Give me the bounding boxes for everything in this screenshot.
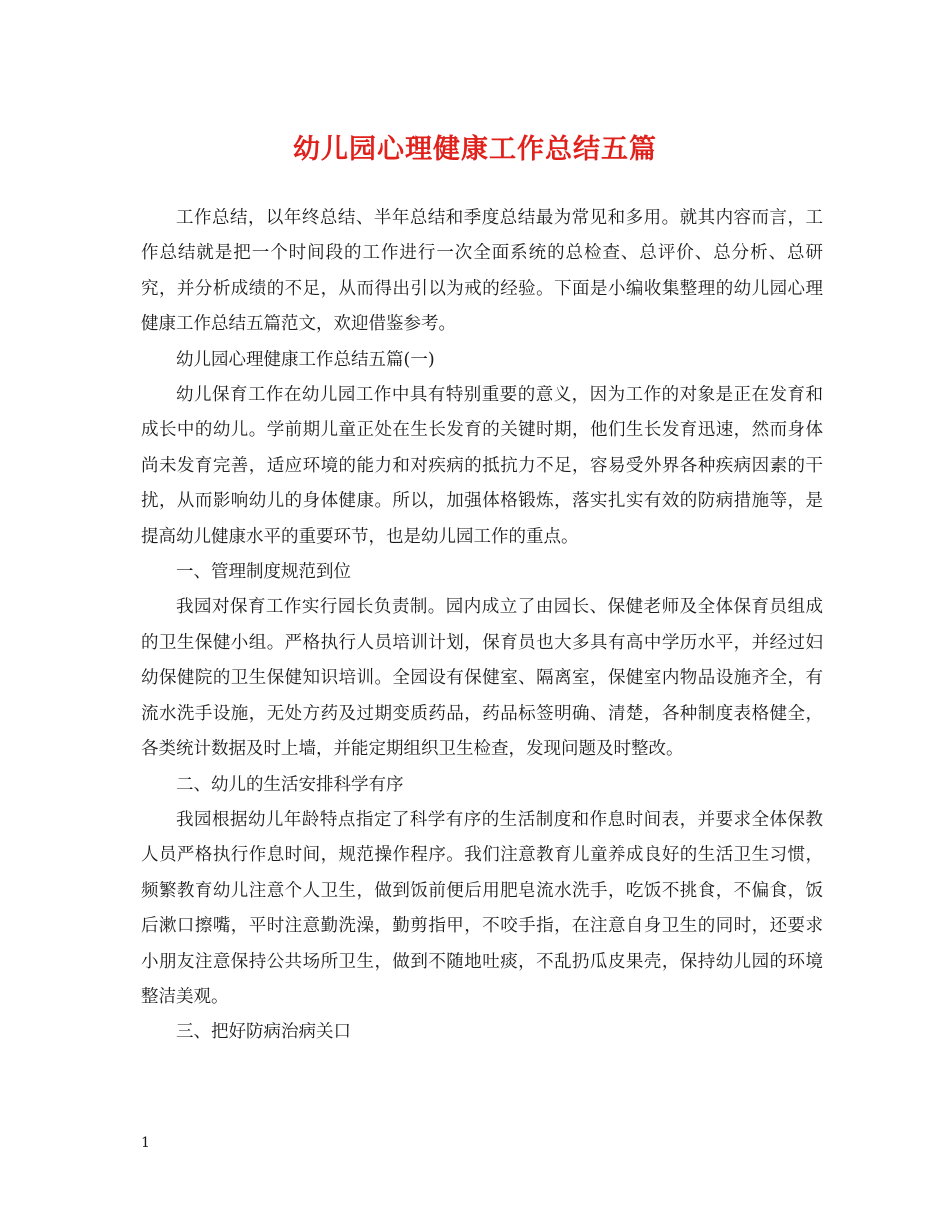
section-heading-disease-prevention: 三、把好防病治病关口 [176,1022,351,1043]
document-title: 幼儿园心理健康工作总结五篇 [293,134,657,165]
section-heading-management: 一、管理制度规范到位 [176,562,351,583]
document-body [141,201,823,1051]
body-paragraph: 幼儿保育工作在幼儿园工作中具有特别重要的意义，因为工作的对象是正在发育和成长中的幼儿。学前期儿童正处在生长发育的关键时期，他们生长发育迅速，然而身体尚未发育完善，适应环境的能力和对疾病的抵抗力不足，容易受外界各种疾病因素的干扰，从而影响幼儿的身体健康。所以，加强体格锻炼，落实扎实有效的防病措施等，是提高幼儿健康水平的重要环节，也是幼儿园工作的重点。 [141,385,823,547]
intro-paragraph: 工作总结，以年终总结、半年总结和季度总结最为常见和多用。就其内容而言，工作总结就是把一个时间段的工作进行一次全面系统的总检查、总评价、总分析、总研究，并分析成绩的不足，从而得出引以为戒的经验。下面是小编收集整理的幼儿园心理健康工作总结五篇范文，欢迎借鉴参考。 [141,208,823,335]
section-title-part-one: 幼儿园心理健康工作总结五篇(一) [176,349,435,370]
page-number: 1 [141,1135,150,1151]
body-paragraph: 我园对保育工作实行园长负责制。园内成立了由园长、保健老师及全体保育员组成的卫生保健小组。严格执行人员培训计划，保育员也大多具有高中学历水平，并经过妇幼保健院的卫生保健知识培训。全园设有保健室、隔离室，保健室内物品设施齐全，有流水洗手设施，无处方药及过期变质药品，药品标签明确、清楚，各种制度表格健全，各类统计数据及时上墙，并能定期组织卫生检查，发现问题及时整改。 [141,597,823,760]
section-heading-daily-life: 二、幼儿的生活安排科学有序 [176,774,404,795]
body-paragraph: 我园根据幼儿年龄特点指定了科学有序的生活制度和作息时间表，并要求全体保教人员严格执行作息时间，规范操作程序。我们注意教育儿童养成良好的生活卫生习惯，频繁教育幼儿注意个人卫生，做到饭前便后用肥皂流水洗手，吃饭不挑食，不偏食，饭后漱口擦嘴，平时注意勤洗澡，勤剪指甲，不咬手指，在注意自身卫生的同时，还要求小朋友注意保持公共场所卫生，做到不随地吐痰，不乱扔瓜皮果壳，保持幼儿园的环境整洁美观。 [141,809,823,1007]
